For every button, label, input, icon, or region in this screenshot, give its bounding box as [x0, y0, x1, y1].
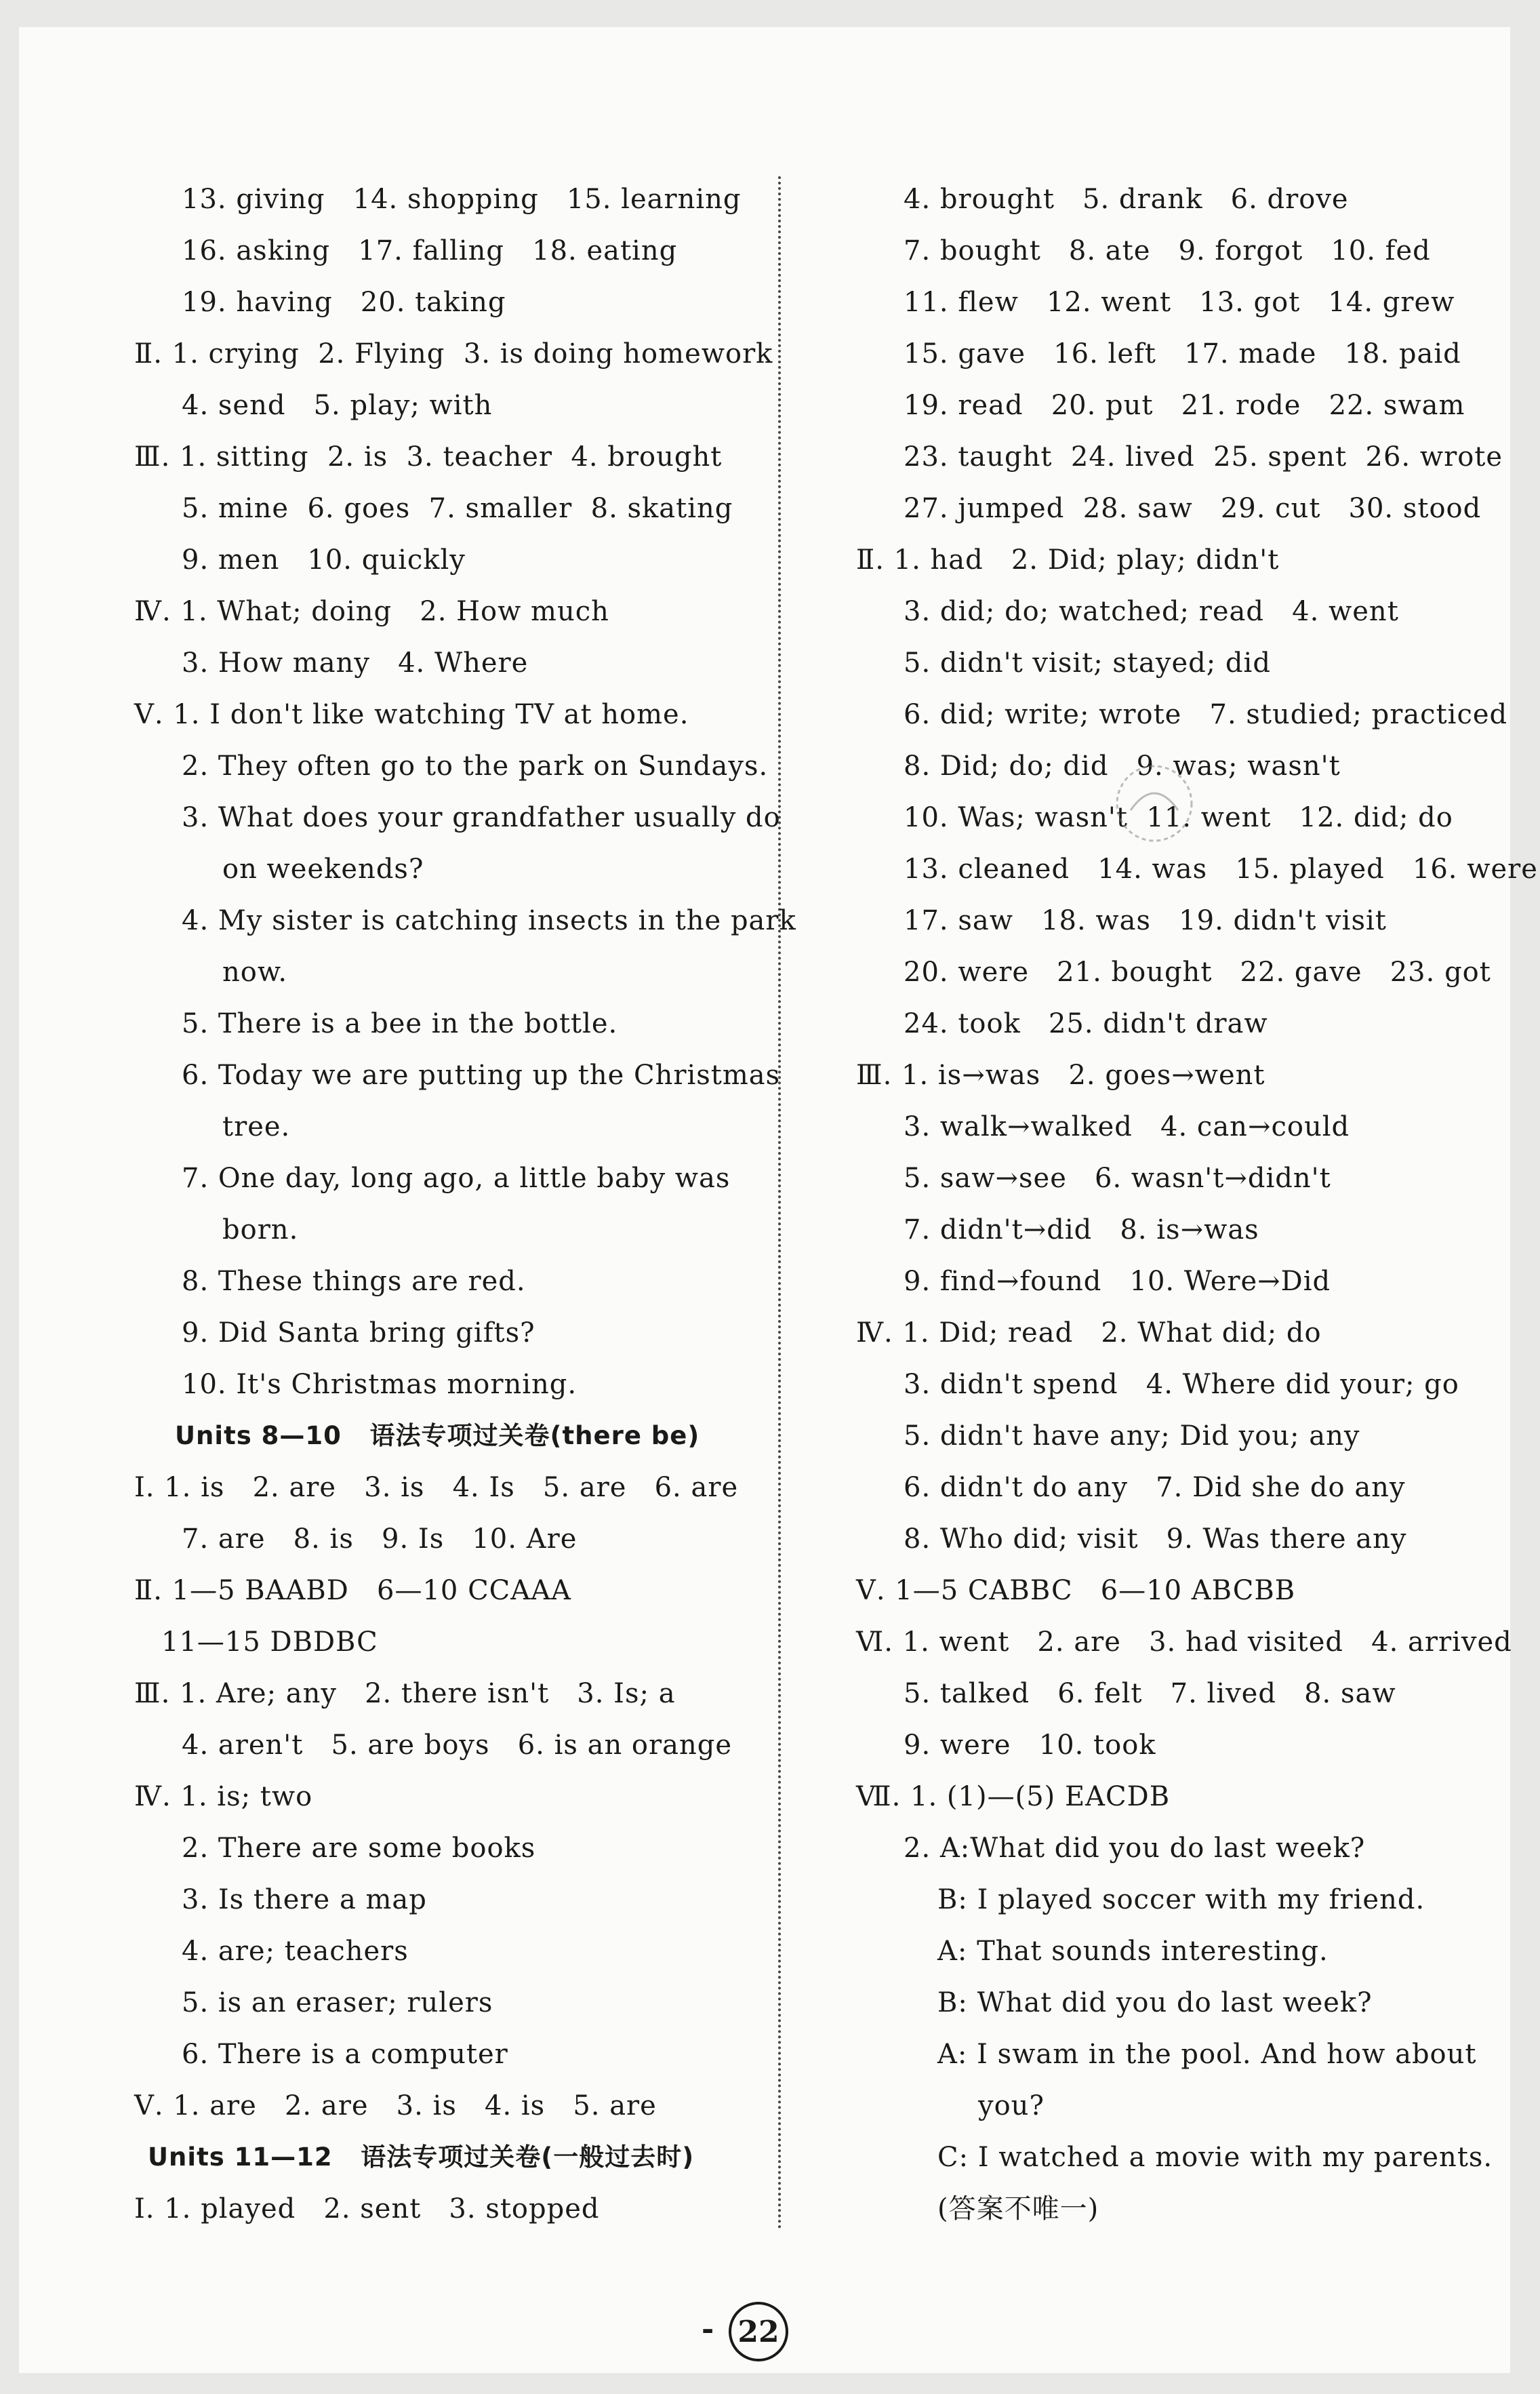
answer-line: 13. giving 14. shopping 15. learning: [182, 184, 742, 215]
answer-line: A: That sounds interesting.: [937, 1936, 1329, 1967]
page-number: 22: [729, 2302, 788, 2361]
answer-line: 19. having 20. taking: [182, 287, 506, 318]
answer-line: Ⅱ. 1—5 BAABD 6—10 CCAAA: [134, 1575, 571, 1606]
answer-line: 2. There are some books: [182, 1833, 536, 1864]
answer-line: 7. are 8. is 9. Is 10. Are: [182, 1523, 578, 1555]
answer-line: 4. are; teachers: [182, 1936, 409, 1967]
answer-line: 7. One day, long ago, a little baby was: [182, 1163, 731, 1194]
answer-line: 3. walk→walked 4. can→could: [904, 1111, 1350, 1142]
answer-line: 13. cleaned 14. was 15. played 16. were: [904, 854, 1538, 885]
answer-line: Ⅳ. 1. is; two: [134, 1781, 313, 1812]
answer-line: 6. didn't do any 7. Did she do any: [904, 1472, 1406, 1503]
answer-line: 9. men 10. quickly: [182, 544, 466, 576]
answer-line: 7. didn't→did 8. is→was: [904, 1214, 1259, 1245]
answer-line: 9. Did Santa bring gifts?: [182, 1317, 535, 1349]
answer-line: 3. What does your grandfather usually do: [182, 802, 781, 833]
answer-line: Ⅰ. 1. played 2. sent 3. stopped: [134, 2193, 600, 2225]
answer-line: 2. They often go to the park on Sundays.: [182, 751, 769, 782]
answer-line: 4. aren't 5. are boys 6. is an orange: [182, 1730, 733, 1761]
answer-line: 23. taught 24. lived 25. spent 26. wrote: [904, 441, 1503, 473]
answer-line: Ⅴ. 1. are 2. are 3. is 4. is 5. are: [134, 2090, 657, 2121]
answer-line: 11—15 DBDBC: [161, 1627, 378, 1658]
answer-line: 4. My sister is catching insects in the park: [182, 905, 796, 936]
answer-line: born.: [222, 1214, 299, 1245]
answer-line: 9. were 10. took: [904, 1730, 1156, 1761]
answer-line: 24. took 25. didn't draw: [904, 1008, 1268, 1039]
answer-line: Ⅳ. 1. What; doing 2. How much: [134, 596, 609, 627]
answer-line: Ⅴ. 1. I don't like watching TV at home.: [134, 699, 689, 730]
answer-line: Ⅳ. 1. Did; read 2. What did; do: [856, 1317, 1322, 1349]
answer-line: 15. gave 16. left 17. made 18. paid: [904, 338, 1461, 370]
answer-line: 5. mine 6. goes 7. smaller 8. skating: [182, 493, 733, 524]
watermark-stamp-icon: [1103, 753, 1205, 854]
answer-line: tree.: [222, 1111, 291, 1142]
answer-line: 2. A:What did you do last week?: [904, 1833, 1366, 1864]
answer-line: 11. flew 12. went 13. got 14. grew: [904, 287, 1455, 318]
answer-line: 8. These things are red.: [182, 1266, 526, 1297]
section-heading: Units 8—10 语法专项过关卷(there be): [175, 1421, 700, 1450]
answer-line: you?: [978, 2090, 1045, 2121]
answer-line: 9. find→found 10. Were→Did: [904, 1266, 1331, 1297]
page-dash: -: [702, 2312, 714, 2347]
answer-line: 5. didn't visit; stayed; did: [904, 647, 1271, 679]
answer-line: 19. read 20. put 21. rode 22. swam: [904, 390, 1465, 421]
answer-line: 6. Today we are putting up the Christmas: [182, 1060, 781, 1091]
answer-line: Ⅴ. 1—5 CABBC 6—10 ABCBB: [856, 1575, 1296, 1606]
answer-line: 6. There is a computer: [182, 2039, 508, 2070]
answer-line: Ⅲ. 1. Are; any 2. there isn't 3. Is; a: [134, 1678, 676, 1709]
answer-line: Ⅰ. 1. is 2. are 3. is 4. Is 5. are 6. are: [134, 1472, 739, 1503]
answer-line: 8. Who did; visit 9. Was there any: [904, 1523, 1407, 1555]
answer-line: 10. Was; wasn't 11. went 12. did; do: [904, 802, 1453, 833]
answer-line: B: I played soccer with my friend.: [937, 1884, 1425, 1915]
answer-line: now.: [222, 957, 288, 988]
answer-line: C: I watched a movie with my parents.: [937, 2142, 1493, 2173]
answer-line: 5. saw→see 6. wasn't→didn't: [904, 1163, 1331, 1194]
answer-line: 17. saw 18. was 19. didn't visit: [904, 905, 1387, 936]
answer-line: 8. Did; do; did 9. was; wasn't: [904, 751, 1341, 782]
answer-line: Ⅲ. 1. sitting 2. is 3. teacher 4. brought: [134, 441, 723, 473]
answer-line: 20. were 21. bought 22. gave 23. got: [904, 957, 1491, 988]
answer-line: 3. did; do; watched; read 4. went: [904, 596, 1399, 627]
answer-key-page: [19, 27, 1538, 2373]
answer-line: B: What did you do last week?: [937, 1987, 1373, 2018]
answer-line: 3. How many 4. Where: [182, 647, 529, 679]
answer-line: 4. send 5. play; with: [182, 390, 493, 421]
answer-line: 5. didn't have any; Did you; any: [904, 1420, 1360, 1452]
answer-line: A: I swam in the pool. And how about: [937, 2039, 1477, 2070]
answer-line: 7. bought 8. ate 9. forgot 10. fed: [904, 235, 1431, 266]
answer-line: 27. jumped 28. saw 29. cut 30. stood: [904, 493, 1482, 524]
answer-line: Ⅱ. 1. crying 2. Flying 3. is doing homework: [134, 338, 773, 370]
answer-line: 3. didn't spend 4. Where did your; go: [904, 1369, 1459, 1400]
answer-line: 4. brought 5. drank 6. drove: [904, 184, 1349, 215]
answer-line: 5. There is a bee in the bottle.: [182, 1008, 618, 1039]
section-heading: Units 11—12 语法专项过关卷(一般过去时): [148, 2142, 695, 2172]
answer-line: 10. It's Christmas morning.: [182, 1369, 578, 1400]
column-divider: [778, 176, 781, 2231]
answer-line: 6. did; write; wrote 7. studied; practiced: [904, 699, 1508, 730]
answer-line: Ⅶ. 1. (1)—(5) EACDB: [856, 1781, 1171, 1812]
answer-line: Ⅲ. 1. is→was 2. goes→went: [856, 1060, 1265, 1091]
answer-line: 3. Is there a map: [182, 1884, 427, 1915]
answer-line: 5. talked 6. felt 7. lived 8. saw: [904, 1678, 1396, 1709]
answer-line: 16. asking 17. falling 18. eating: [182, 235, 678, 266]
answer-line: Ⅵ. 1. went 2. are 3. had visited 4. arrived: [856, 1627, 1512, 1658]
answer-line: (答案不唯一): [937, 2193, 1099, 2225]
answer-line: Ⅱ. 1. had 2. Did; play; didn't: [856, 544, 1280, 576]
answer-line: on weekends?: [222, 854, 424, 885]
answer-line: 5. is an eraser; rulers: [182, 1987, 493, 2018]
